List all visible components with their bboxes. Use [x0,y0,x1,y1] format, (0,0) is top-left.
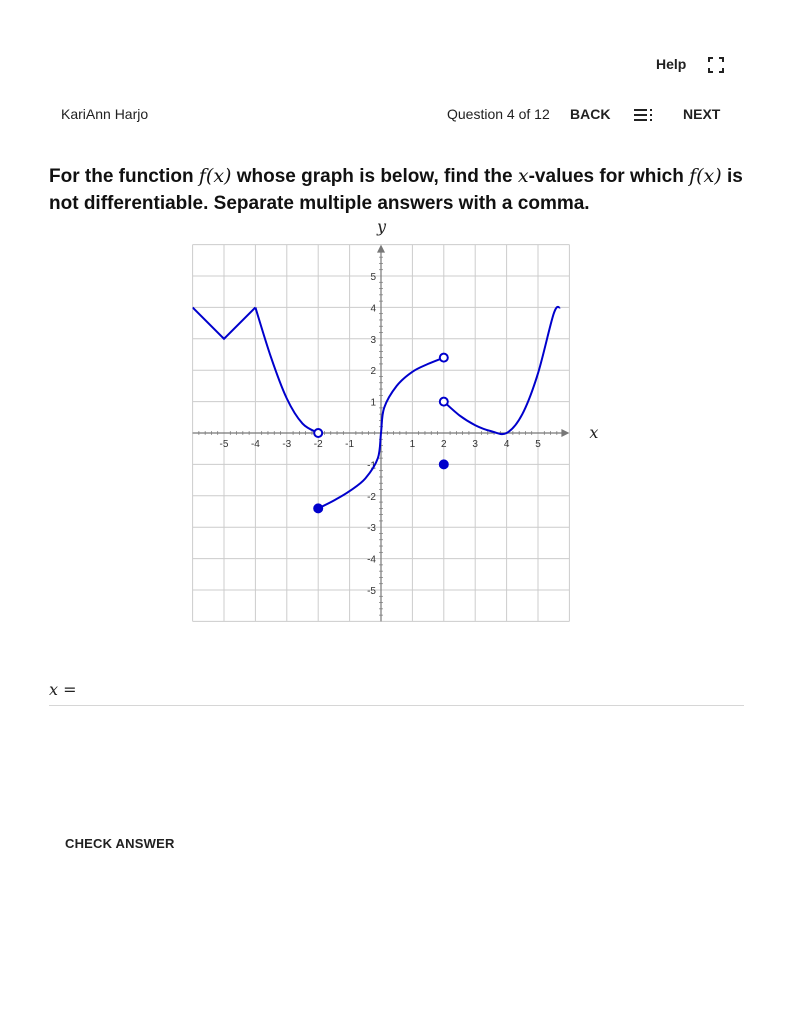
y-tick-label: 5 [370,272,376,283]
x-tick-label: -4 [250,439,260,450]
question-text [49,163,749,217]
question-part-4: is not differentiable. Separate multiple answers with a comma. [49,166,743,214]
function-notation: f(x) [198,165,232,187]
open-point [314,429,322,437]
question-counter: Question 4 of 12 [447,106,550,122]
question-part-1: For the function [49,166,199,187]
x-tick-label: 2 [441,439,447,450]
x-variable: x [517,165,529,187]
answer-row [49,678,744,706]
x-tick-label: 1 [409,439,416,450]
function-notation: f(x) [689,165,722,187]
y-tick-label: 3 [370,334,376,346]
x-tick-label: 4 [503,439,510,450]
y-tick-label: -3 [367,523,376,535]
closed-point [439,460,448,469]
x-tick-label: 5 [535,439,541,450]
y-tick-label: -4 [367,554,376,566]
question-list-icon[interactable] [634,108,654,122]
help-bar [650,55,740,75]
student-name: KariAnn Harjo [61,106,149,122]
header-bar [0,104,791,126]
open-point [440,398,448,406]
next-button[interactable]: NEXT [683,106,721,122]
y-tick-label: -2 [367,491,376,503]
question-part-2: whose graph is below, find the [231,166,518,187]
help-link[interactable]: Help [656,56,687,72]
question-part-3: -values for which [528,166,690,187]
x-tick-label: -5 [219,439,229,450]
back-button[interactable]: BACK [570,106,611,122]
y-tick-label: 4 [370,303,376,315]
closed-point [314,504,323,513]
y-axis-arrow [377,245,385,253]
y-tick-label: -1 [367,460,376,472]
x-tick-label: 3 [472,439,478,450]
answer-input[interactable] [85,678,735,702]
y-tick-label: 1 [370,397,376,409]
open-point [440,354,448,362]
y-tick-label: -5 [367,586,376,597]
graph-svg [192,218,612,623]
y-tick-label: 2 [370,366,376,378]
answer-label: x = [49,680,77,699]
function-graph [192,218,612,623]
x-axis-arrow [561,429,569,437]
x-tick-label: -3 [282,439,292,450]
y-axis-label: y [377,218,387,236]
check-answer-button[interactable]: CHECK ANSWER [65,836,175,851]
x-axis-label: x [589,423,599,442]
x-tick-label: -2 [313,439,323,450]
x-tick-label: -1 [345,439,355,450]
fullscreen-icon[interactable] [708,57,724,73]
